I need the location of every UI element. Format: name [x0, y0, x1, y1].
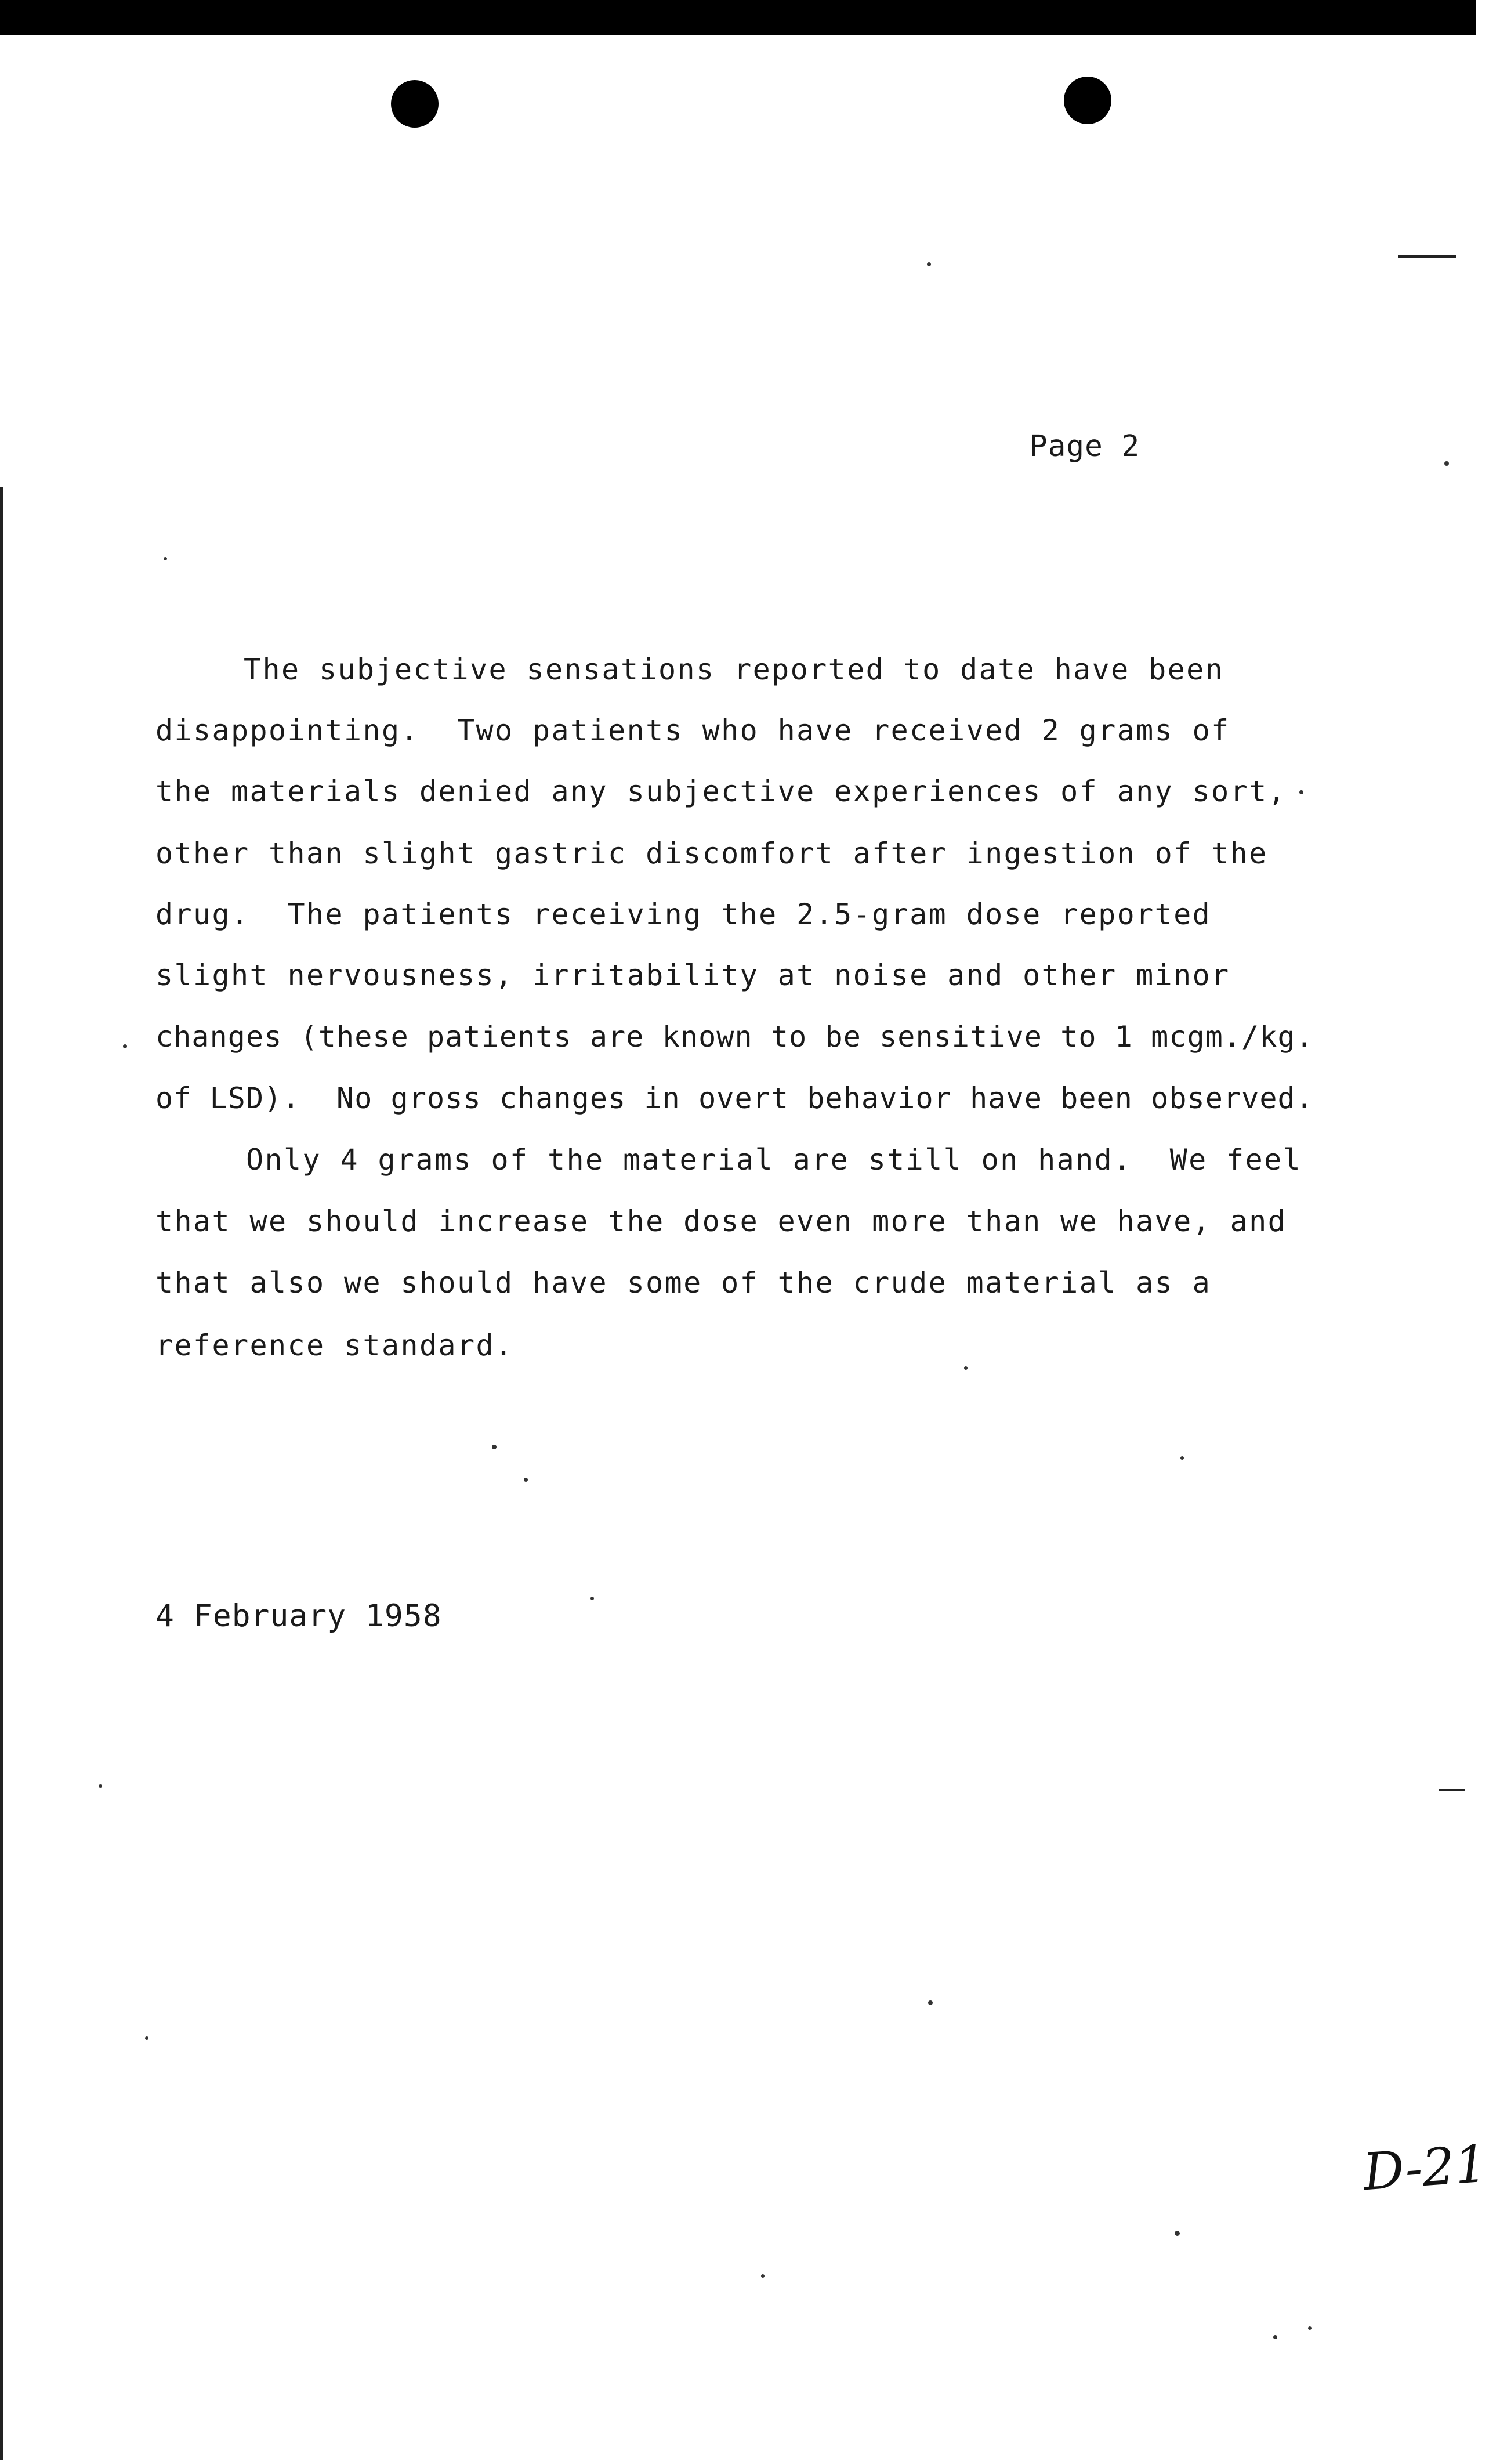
scan-speck: [123, 1044, 127, 1048]
body-line: disappointing. Two patients who have received 2 grams of: [155, 714, 1230, 747]
scan-speck: [761, 2274, 765, 2278]
scan-speck: [1299, 790, 1303, 794]
scan-speck: [164, 557, 167, 560]
scan-speck: [1180, 1456, 1184, 1460]
scan-speck: [590, 1597, 594, 1600]
punch-hole-right: [1064, 77, 1111, 124]
body-line: other than slight gastric discomfort after ingestion of the: [155, 837, 1268, 870]
scan-speck: [492, 1445, 497, 1449]
scan-left-edge: [0, 487, 3, 2460]
scan-speck: [1444, 461, 1449, 466]
body-line: changes (these patients are known to be sensitive to 1 mcgm./kg.: [155, 1020, 1314, 1054]
body-line: Only 4 grams of the material are still on hand. We feel: [246, 1143, 1302, 1177]
scan-speck: [1175, 2231, 1180, 2236]
page-number: Page 2: [1030, 429, 1140, 464]
scan-speck: [524, 1478, 528, 1482]
body-line: that also we should have some of the crude material as a: [155, 1266, 1212, 1300]
scan-speck: [1308, 2326, 1312, 2330]
body-line: drug. The patients receiving the 2.5-gram dose reported: [155, 898, 1212, 931]
scan-speck: [99, 1784, 102, 1788]
punch-hole-left: [391, 80, 439, 128]
margin-dash-mark: [1398, 255, 1456, 258]
margin-dash-mark: [1439, 1789, 1465, 1791]
scan-speck: [145, 2036, 148, 2040]
handwritten-document-number: D-21: [1361, 2133, 1489, 2202]
body-line: of LSD). No gross changes in overt behavior have been observed.: [155, 1081, 1314, 1115]
document-date: 4 February 1958: [155, 1598, 442, 1634]
body-line: reference standard.: [155, 1329, 514, 1362]
scan-speck: [927, 262, 931, 266]
body-line: slight nervousness, irritability at noise and other minor: [155, 958, 1230, 992]
scan-speck: [1273, 2335, 1277, 2339]
body-line: that we should increase the dose even more than we have, and: [155, 1204, 1287, 1238]
body-line: the materials denied any subjective experiences of any sort,: [155, 775, 1287, 808]
scan-top-border: [0, 0, 1476, 35]
scan-speck: [964, 1366, 968, 1370]
body-line: The subjective sensations reported to date have been: [244, 653, 1224, 686]
scan-speck: [928, 2000, 933, 2005]
